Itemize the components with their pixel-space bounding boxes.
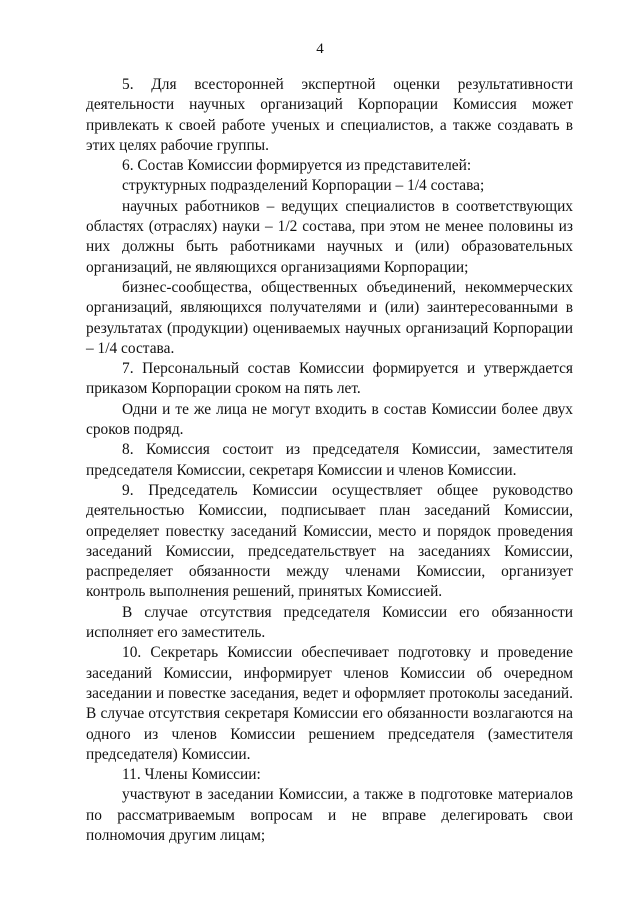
paragraph-11: 11. Члены Комиссии:: [122, 766, 261, 784]
document-body: [86, 75, 573, 846]
paragraph-10: 10. Секретарь Комиссии обеспечивает подготовку и проведение заседаний Комиссии, информирует членов Комиссии об очередном заседании и повестке заседания, ведет и оформляет протоколы заседаний. В случае отсутствия секретаря Комиссии его обязанности возлагаются на одного из членов Комиссии решением председателя (заместителя председателя) Комиссии.: [86, 644, 573, 763]
paragraph-6: 6. Состав Комиссии формируется из представителей:: [122, 157, 472, 175]
paragraph-11-item-participate: участвуют в заседании Комиссии, а также в подготовке материалов по рассматриваемым вопросам и не вправе делегировать свои полномочия другим лицам;: [86, 786, 573, 844]
paragraph-6-item-business: бизнес-сообщества, общественных объединений, некоммерческих организаций, являющихся получателями и (или) заинтересованными в результатах (продукции) оцениваемых научных организаций Корпорации – 1/4 состава.: [86, 278, 573, 357]
paragraph-9: 9. Председатель Комиссии осуществляет общее руководство деятельностью Комиссии, подписывает план заседаний Комиссии, определяет повестку заседаний Комиссии, место и порядок проведения заседаний Комиссии, председательствует на заседаниях Комиссии, распределяет обязанности между членами Комиссии, организует контроль выполнения решений, принятых Комиссией.: [86, 481, 573, 601]
paragraph-7: 7. Персональный состав Комиссии формируется и утверждается приказом Корпорации сроком на пять лет.: [86, 360, 573, 398]
paragraph-8: 8. Комиссия состоит из председателя Комиссии, заместителя председателя Комиссии, секретаря Комиссии и членов Комиссии.: [86, 441, 573, 479]
paragraph-9-deputy: В случае отсутствия председателя Комиссии его обязанности исполняет его заместитель.: [86, 603, 573, 642]
paragraph-6-item-structural: структурных подразделений Корпорации – 1/4 состава;: [122, 177, 485, 195]
paragraph-5: 5. Для всесторонней экспертной оценки результативности деятельности научных организаций Корпорации Комиссия может привлекать к своей работе ученых и специалистов, а также создавать в этих целях рабочие группы.: [86, 76, 573, 154]
paragraph-7-terms: Одни и те же лица не могут входить в состав Комиссии более двух сроков подряд.: [86, 400, 573, 439]
page-number: 4: [316, 41, 324, 57]
paragraph-6-item-scientists: научных работников – ведущих специалистов в соответствующих областях (отраслях) науки – 1/2 состава, при этом не менее половины из них должны быть работниками научных и (или) образовательных организаций, не являющихся организациями Корпорации;: [86, 197, 573, 276]
